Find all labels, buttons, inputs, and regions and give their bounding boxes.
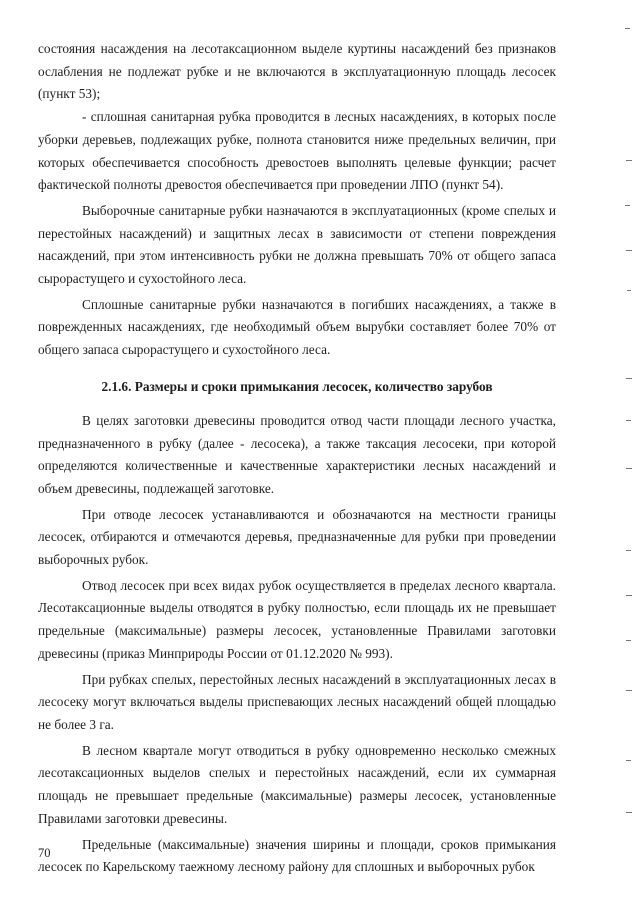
paragraph-continuation: состояния насаждения на лесотаксационном выделе куртины насаждений без признаков ослабления не подлежат рубке и не включаются в эксплуатационную площадь лесосек (пункт 53); xyxy=(38,41,556,102)
paragraph-adjacent-allotments: В лесном квартале могут отводиться в рубку одновременно несколько смежных лесотаксационных выделов спелых и перестойных насаждений, если их суммарная площадь не превышает предельные (максимальные) размеры лесосек, установленные Правилами заготовки древесины. xyxy=(38,742,556,826)
paragraph-clear-sanitary-cutting: Сплошные санитарные рубки назначаются в погибших насаждениях, а также в поврежденных насаждениях, где необходимый объем вырубки составляет более 70% от общего запаса сырорастущего и сухостойного леса. xyxy=(38,296,556,358)
paragraph-selective-sanitary-cutting: Выборочные санитарные рубки назначаются в эксплуатационных (кроме спелых и перестойных насаждений) и защитных лесах в зависимости от степени повреждения насаждений, при этом интенсивность рубки не должна превышать 70% от общего запаса сырорастущего и сухостойного леса. xyxy=(38,202,556,287)
scan-edge-marks xyxy=(604,0,634,905)
paragraph-clear-sanitary-cutting-item: - сплошная санитарная рубка проводится в лесных насаждениях, в которых после уборки деревьев, подлежащих рубке, полнота становится ниже предельных величин, при которых обеспечивается способность древостоев выполнять целевые функции; расчет фактической полноты древостоя обеспечивается при проведении ЛПО (пункт 54). xyxy=(38,109,556,193)
paragraph-allotment-purpose: В целях заготовки древесины проводится отвод части площади лесного участка, предназначенного в рубку (далее - лесосека), а также таксация лесосеки, при которой определяются количественные и качественные характеристики лесных насаждений и объем древесины, подлежащей заготовке. xyxy=(38,412,556,496)
paragraph-maturing-stands: При рубках спелых, перестойных лесных насаждений в эксплуатационных лесах в лесосеку могут включаться выделы приспевающих лесных насаждений общей площадью не более 3 га. xyxy=(38,671,556,732)
page-number: 70 xyxy=(38,846,51,860)
section-heading: 2.1.6. Размеры и сроки примыкания лесосек, количество зарубов xyxy=(101,378,493,394)
body-text xyxy=(38,38,556,879)
paragraph-limit-values: Предельные (максимальные) значения ширины и площади, сроков примыкания лесосек по Карельскому таежному лесному району для сплошных и выборочных рубок xyxy=(38,836,556,875)
paragraph-allotment-boundaries: При отводе лесосек устанавливаются и обозначаются на местности границы лесосек, отбираются и отмечаются деревья, предназначенные для рубки при проведении выборочных рубок. xyxy=(38,506,556,568)
paragraph-allotment-quarter: Отвод лесосек при всех видах рубок осуществляется в пределах лесного квартала. Лесотаксационные выделы отводятся в рубку полностью, если площадь их не превышает предельные (максимальные) размеры лесосек, установленные Правилами заготовки древесины (приказ Минприроды России от 01.12.2020 № 993). xyxy=(38,577,556,661)
